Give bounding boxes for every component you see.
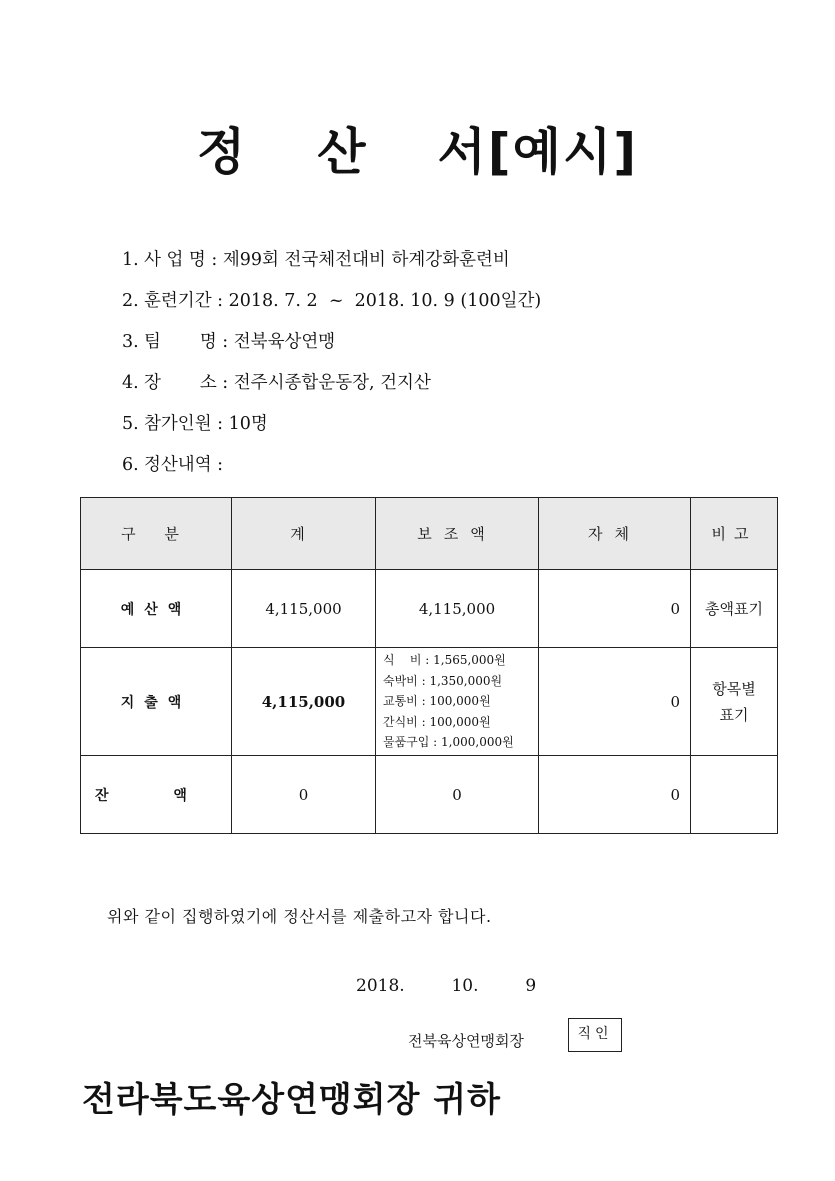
settlement-table <box>80 497 778 834</box>
list-item <box>122 410 541 451</box>
cell-total: 4,115,000 <box>232 570 376 648</box>
row-label-budget: 예산액 <box>81 570 232 648</box>
item-label: 훈련기간 : 2018. 7. 2 ~ 2018. 10. 9 (100일간) <box>144 291 542 311</box>
item-label: 참가인원 : 10명 <box>144 414 268 434</box>
row-label-expenditure: 지출액 <box>81 648 232 756</box>
cell-note <box>691 648 778 756</box>
list-item <box>122 369 541 410</box>
item-number: 3. <box>122 332 139 352</box>
item-label: 사 업 명 : 제99회 전국체전대비 하계강화훈련비 <box>144 250 510 270</box>
cell-self: 0 <box>539 756 691 834</box>
header-total: 계 <box>232 498 376 570</box>
cell-subsidy: 4,115,000 <box>376 570 539 648</box>
list-item <box>122 451 541 492</box>
breakdown-line: 교통비 : 100,000원 <box>383 694 491 709</box>
note-line: 표기 <box>719 705 749 724</box>
breakdown-line: 간식비 : 100,000원 <box>383 714 491 729</box>
item-label: 팀 명 : 전북육상연맹 <box>144 332 336 352</box>
table-row <box>81 648 778 756</box>
note-line: 항목별 <box>712 679 756 698</box>
header-category: 구 분 <box>81 498 232 570</box>
signer-name: 전북육상연맹회장 <box>408 1032 524 1050</box>
document-title <box>0 112 835 184</box>
cell-total: 4,115,000 <box>232 648 376 756</box>
cell-note: 총액표기 <box>691 570 778 648</box>
cell-subsidy: 0 <box>376 756 539 834</box>
item-number: 5. <box>122 414 139 434</box>
table-row <box>81 570 778 648</box>
breakdown-line: 물품구입 : 1,000,000원 <box>383 735 514 750</box>
row-label-balance: 잔 액 <box>81 756 232 834</box>
list-item <box>122 246 541 287</box>
addressee: 전라북도육상연맹회장 귀하 <box>82 1080 501 1120</box>
cell-self: 0 <box>539 648 691 756</box>
table-header-row <box>81 498 778 570</box>
closing-statement: 위와 같이 집행하였기에 정산서를 제출하고자 합니다. <box>107 907 492 926</box>
header-self: 자체 <box>539 498 691 570</box>
item-number: 4. <box>122 373 139 393</box>
breakdown-line: 숙박비 : 1,350,000원 <box>383 673 503 688</box>
item-number: 6. <box>122 455 139 475</box>
list-item <box>122 287 541 328</box>
item-label: 정산내역 : <box>144 455 224 475</box>
cell-self: 0 <box>539 570 691 648</box>
item-number: 1. <box>122 250 139 270</box>
item-list <box>122 246 541 492</box>
cell-total: 0 <box>232 756 376 834</box>
document-date: 2018. 10. 9 <box>356 976 537 996</box>
title-part-1: 정 <box>196 123 248 181</box>
table-row <box>81 756 778 834</box>
breakdown-line: 식 비 : 1,565,000원 <box>383 653 506 668</box>
item-number: 2. <box>122 291 139 311</box>
list-item <box>122 328 541 369</box>
seal-box: 직인 <box>568 1018 622 1052</box>
header-note: 비고 <box>691 498 778 570</box>
title-part-2: 산 <box>317 123 368 181</box>
cell-note <box>691 756 778 834</box>
title-part-3: 서[예시] <box>437 123 639 181</box>
item-label: 장 소 : 전주시종합운동장, 건지산 <box>144 373 431 393</box>
cell-breakdown <box>376 648 539 756</box>
header-subsidy: 보조액 <box>376 498 539 570</box>
